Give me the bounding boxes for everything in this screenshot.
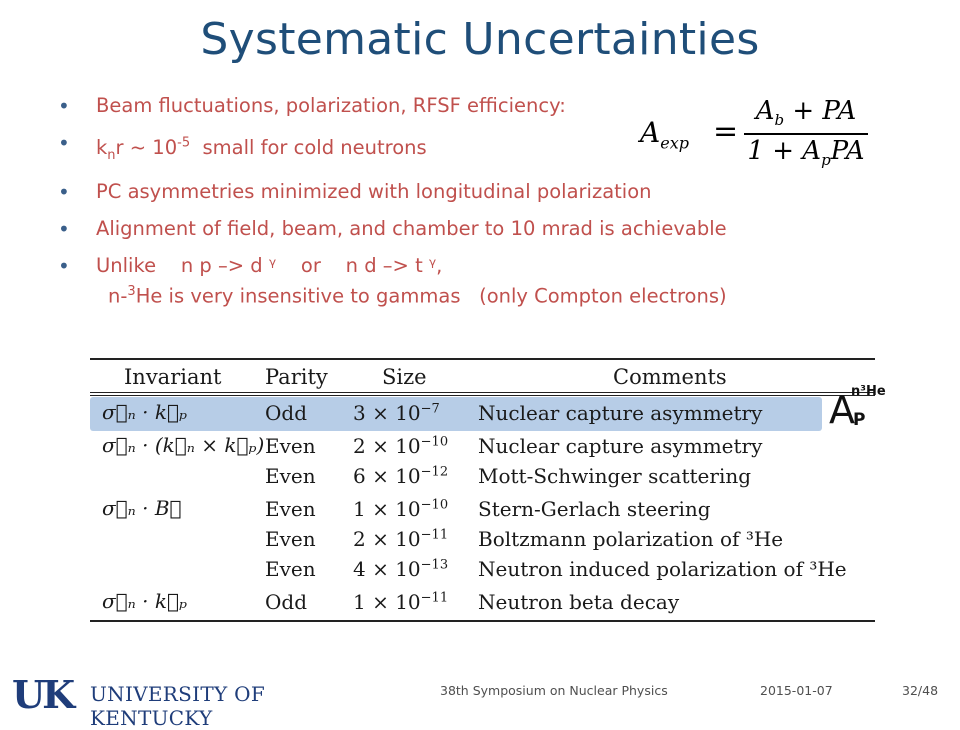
table-cell-parity: Even — [265, 557, 316, 581]
uk-logo-mark: UK — [12, 672, 73, 717]
university-name: UNIVERSITY OF KENTUCKY — [90, 682, 266, 730]
formula-denominator — [744, 136, 868, 169]
table-cell-comment: Neutron beta decay — [478, 590, 680, 614]
size-exponent: −11 — [420, 590, 449, 606]
bullet-dot-icon: • — [58, 254, 70, 279]
size-mantissa: 2 × 10 — [353, 527, 421, 551]
bullet-text — [96, 135, 427, 163]
bullet-text-part: r ~ 10 — [115, 135, 178, 159]
bullet-text-part: He is very insensitive to gammas (only Compton electrons) — [135, 284, 727, 308]
table-cell-size — [353, 401, 440, 425]
table-cell-parity: Odd — [265, 401, 308, 425]
table-header-rule — [90, 395, 875, 396]
size-exponent: −10 — [420, 497, 449, 513]
table-cell-invariant: σ⃗ₙ · k⃗ₚ — [102, 400, 187, 424]
formula-numerator — [744, 96, 868, 129]
size-mantissa: 2 × 10 — [353, 434, 421, 458]
table-cell-comment: Nuclear capture asymmetry — [478, 434, 763, 458]
formula-symbol: A — [640, 116, 661, 149]
bullet-text: Beam fluctuations, polarization, RFSF efficiency: — [96, 94, 566, 117]
table-header-cell: Size — [382, 365, 427, 389]
formula-term: + PA — [784, 96, 857, 126]
table-cell-size — [353, 590, 448, 614]
size-exponent: −11 — [420, 527, 449, 543]
annotation-symbol: A — [829, 388, 855, 432]
table-cell-invariant: σ⃗ₙ · B⃗ — [102, 496, 182, 520]
size-mantissa: 3 × 10 — [353, 401, 421, 425]
bullet-superscript: 3 — [127, 284, 136, 300]
bullet-text-part: k — [96, 135, 108, 159]
table-bottom-rule — [90, 620, 875, 622]
bullet-item — [58, 179, 888, 205]
table-cell-parity: Even — [265, 464, 316, 488]
size-mantissa: 6 × 10 — [353, 464, 421, 488]
table-cell-comment: Nuclear capture asymmetry — [478, 401, 763, 425]
fraction-bar — [744, 133, 868, 135]
size-exponent: −7 — [420, 401, 440, 417]
bullet-item — [58, 253, 888, 310]
size-exponent: −13 — [420, 557, 449, 573]
formula-subscript: p — [821, 151, 831, 170]
formula-lhs — [640, 116, 689, 153]
table-cell-size — [353, 434, 448, 458]
size-mantissa: 4 × 10 — [353, 557, 421, 581]
table-cell-parity: Even — [265, 497, 316, 521]
size-mantissa: 1 × 10 — [353, 497, 421, 521]
formula-subscript: exp — [660, 133, 689, 153]
table-cell-parity: Odd — [265, 590, 308, 614]
annotation-subscript: P — [853, 410, 866, 430]
table-cell-invariant: σ⃗ₙ · k⃗ₚ — [102, 589, 187, 613]
bullet-text: Unlike n p –> d ᵞ or n d –> t ᵞ, — [96, 254, 443, 278]
annotation-superscript: n³He — [851, 384, 886, 399]
size-exponent: −12 — [420, 464, 449, 480]
table-cell-comment: Neutron induced polarization of ³He — [478, 557, 847, 581]
handwritten-annotation — [829, 384, 899, 434]
table-cell-invariant: σ⃗ₙ · (k⃗ₙ × k⃗ₚ) — [102, 433, 265, 457]
table-cell-size — [353, 527, 448, 551]
university-logo — [12, 672, 357, 730]
table-header-cell: Parity — [265, 365, 328, 389]
bullet-dot-icon: • — [58, 180, 70, 205]
bullet-text: Alignment of field, beam, and chamber to 10 mrad is achievable — [96, 217, 727, 241]
formula-subscript: b — [774, 111, 785, 130]
systematics-table — [90, 358, 875, 622]
formula-symbol-text: A — [755, 96, 775, 126]
table-cell-comment: Boltzmann polarization of ³He — [478, 527, 784, 551]
footer-event: 38th Symposium on Nuclear Physics — [440, 683, 668, 698]
table-cell-comment: Stern-Gerlach steering — [478, 497, 711, 521]
formula-term: PA — [830, 136, 865, 166]
table-cell-comment: Mott-Schwinger scattering — [478, 464, 752, 488]
table-header-cell: Invariant — [124, 365, 222, 389]
footer-page-number: 32/48 — [902, 683, 939, 698]
bullet-subscript: n — [107, 147, 116, 163]
bullet-text: PC asymmetries minimized with longitudinal polarization — [96, 180, 652, 204]
slide-title: Systematic Uncertainties — [200, 14, 760, 65]
bullet-dot-icon: • — [58, 217, 70, 242]
bullet-text-part: n- — [108, 284, 128, 308]
footer-date: 2015-01-07 — [760, 683, 833, 698]
table-cell-size — [353, 497, 448, 521]
table-cell-parity: Even — [265, 527, 316, 551]
table-header-rule — [90, 392, 875, 393]
asymmetry-formula — [640, 96, 870, 168]
table-top-rule — [90, 358, 875, 360]
table-header-cell: Comments — [613, 365, 727, 389]
formula-symbol-text: 1 + A — [747, 136, 822, 166]
bullet-dot-icon: • — [58, 94, 70, 118]
bullet-text-part: small for cold neutrons — [190, 135, 427, 159]
formula-symbol — [755, 96, 785, 130]
bullet-superscript: -5 — [177, 135, 191, 150]
formula-symbol — [747, 136, 831, 170]
formula-equals: = — [713, 114, 739, 149]
bullet-text-continuation — [96, 279, 888, 310]
table-cell-size — [353, 557, 448, 581]
table-cell-parity: Even — [265, 434, 316, 458]
bullet-dot-icon: • — [58, 131, 70, 155]
size-exponent: −10 — [420, 434, 449, 450]
size-mantissa: 1 × 10 — [353, 590, 421, 614]
table-cell-size — [353, 464, 448, 488]
bullet-item — [58, 216, 888, 242]
